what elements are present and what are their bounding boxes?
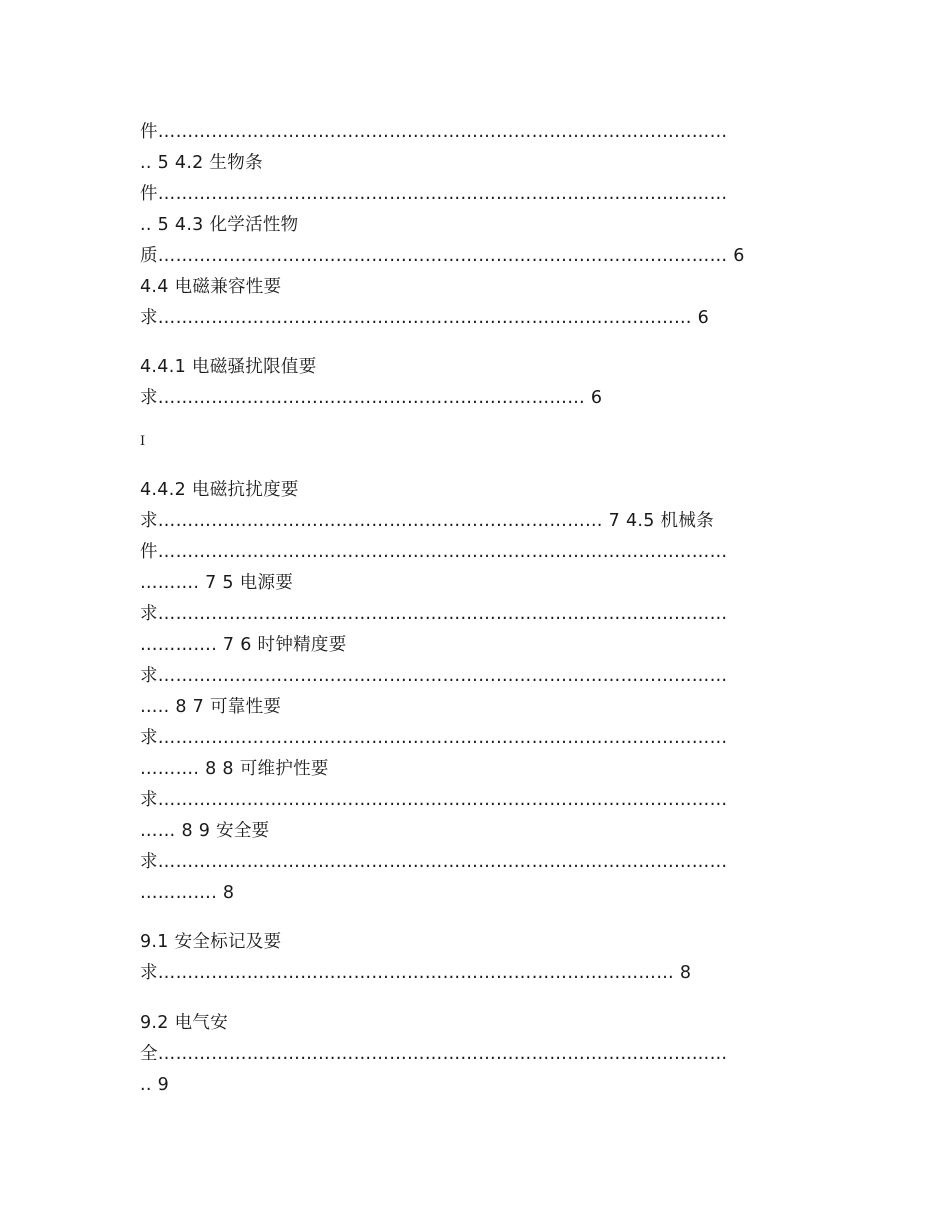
page-number-roman: I <box>140 434 146 449</box>
toc-line: 4.4 电磁兼容性要 <box>140 277 282 297</box>
toc-line: .. 9 <box>140 1075 170 1095</box>
toc-line: ………. 7 5 电源要 <box>140 573 294 593</box>
toc-line: 求…………………………………………………………………………………… <box>140 728 728 748</box>
toc-line: …………. 7 6 时钟精度要 <box>140 635 347 655</box>
toc-line: 求……………………………………………………………… 6 <box>140 388 603 408</box>
toc-line: 件…………………………………………………………………………………… <box>140 122 728 142</box>
toc-line: .. 5 4.3 化学活性物 <box>140 215 299 235</box>
toc-line: 求…………………………………………………………………………………… <box>140 666 728 686</box>
toc-line: .. 5 4.2 生物条 <box>140 153 263 173</box>
toc-line: …… 8 9 安全要 <box>140 821 270 841</box>
toc-line: 求…………………………………………………………………………………… <box>140 604 728 624</box>
toc-line: …………. 8 <box>140 883 235 903</box>
toc-line: 求………………………………………………………………… 7 4.5 机械条 <box>140 511 714 531</box>
toc-line: 求…………………………………………………………………………… 8 <box>140 963 692 983</box>
toc-line: 4.4.2 电磁抗扰度要 <box>140 480 299 500</box>
toc-line: 9.2 电气安 <box>140 1013 228 1033</box>
toc-line: 件…………………………………………………………………………………… <box>140 184 728 204</box>
toc-line: 求……………………………………………………………………………… 6 <box>140 308 710 328</box>
toc-line: 质…………………………………………………………………………………… 6 <box>140 246 745 266</box>
toc-line: 全…………………………………………………………………………………… <box>140 1044 728 1064</box>
toc-line: 9.1 安全标记及要 <box>140 932 282 952</box>
toc-line: 件…………………………………………………………………………………… <box>140 542 728 562</box>
toc-line: 4.4.1 电磁骚扰限值要 <box>140 357 317 377</box>
toc-line: ….. 8 7 可靠性要 <box>140 697 282 717</box>
toc-line: 求…………………………………………………………………………………… <box>140 790 728 810</box>
toc-line: ………. 8 8 可维护性要 <box>140 759 329 779</box>
toc-line: 求…………………………………………………………………………………… <box>140 852 728 872</box>
